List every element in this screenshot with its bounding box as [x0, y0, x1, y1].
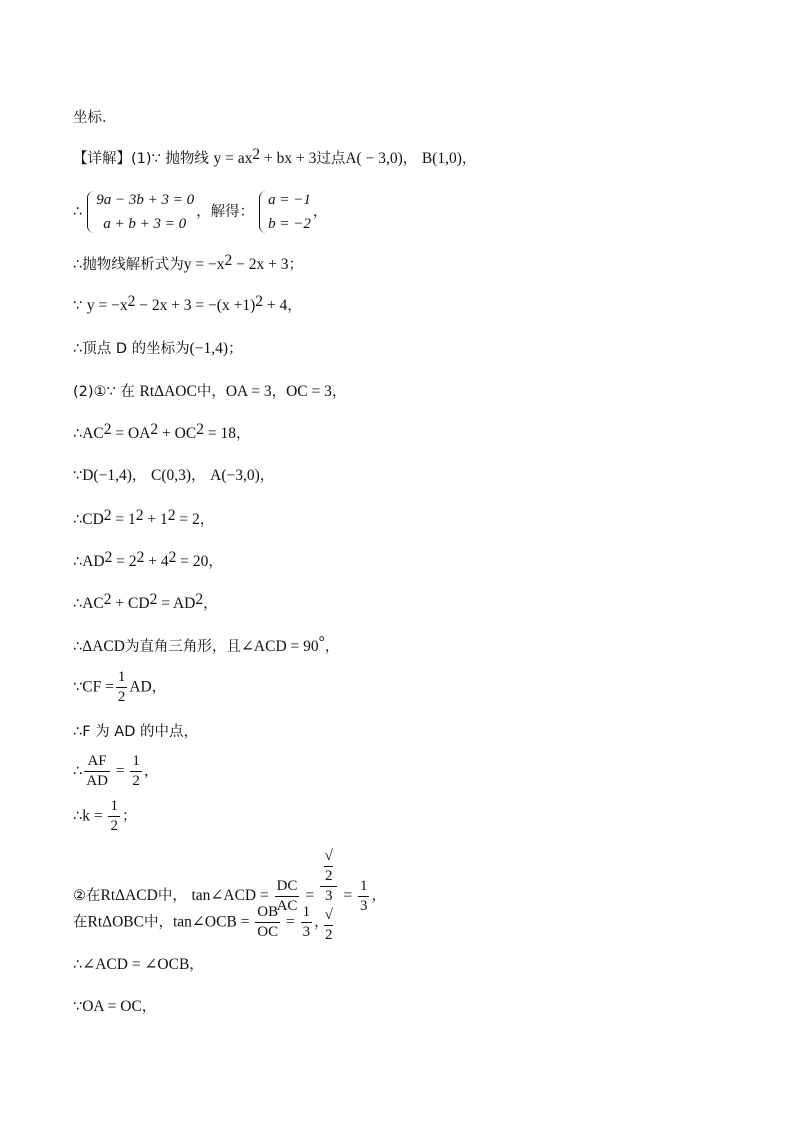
line-1: 坐标．: [73, 110, 117, 126]
line-17: ∴k = $\frac{1}{2}$ ；: [73, 798, 137, 834]
detail-label: 【详解】: [73, 151, 131, 167]
fraction-one-third: $\frac{1}{3}$: [359, 877, 368, 914]
fraction-one-half: $\frac{1}{2}$: [110, 798, 118, 834]
fraction-sqrt: √ 2 3 √ 2: [320, 847, 338, 945]
line-4: ∴抛物线解析式为$y = -x^2 - 2x + 3$；: [73, 252, 303, 273]
line-19: 在RtΔOBC中，tan∠OCB = $\frac{OB}{OC}$ = $\frac{1}{3}$ ，: [73, 904, 329, 940]
line-7: (2)①∵ 在 RtΔAOC中，OA = 3，OC = 3，: [73, 383, 347, 400]
line-3: ∴ 9a − 3b + 3 = 0 a + b + 3 = 0 ，解得： a = −1 b = −2 ，: [73, 188, 327, 236]
fraction-one-half: $\frac{1}{2}$: [132, 753, 140, 789]
line-16: ∴ $\frac{AF}{AD}$ = $\frac{1}{2}$ ，: [73, 753, 159, 789]
line-14: ∵CF = $\frac{1}{2}$ AD，: [73, 669, 167, 705]
solution-system: a = −1 b = −2: [256, 188, 311, 236]
line-18: ②在RtΔACD中， tan∠ACD = $\frac{DC}{AC}$ = √ 2 3 √ 2 = $\frac{1}{3}$ ，: [73, 848, 386, 943]
line-20: ∴∠ACD = ∠OCB，: [73, 956, 204, 973]
line-21: ∵OA = OC，: [73, 998, 157, 1015]
line-5: ∵ $y = -x^2 - 2x + 3 = -(x +1)^2 + 4$，: [73, 293, 302, 314]
fraction-ob-oc: $\frac{OB}{OC}$: [257, 904, 279, 940]
fraction-one-third: $\frac{1}{3}$: [302, 904, 311, 940]
line-8: $\therefore AC^2 = OA^2 + OC^2 = 18$，: [73, 421, 251, 442]
line-2: 【详解】(1)∵ 抛物线 $y = ax^2$ + bx + 3过点A( − 3,0)， B(1,0)，: [73, 146, 477, 167]
fraction-af-ad: $\frac{AF}{AD}$: [86, 753, 108, 789]
fraction-one-half: $\frac{1}{2}$: [117, 669, 126, 705]
line-9: ∵D(−1,4)， C(0,3)， A(−3,0)，: [73, 467, 275, 484]
fraction-dc-ac: $\frac{DC}{AC}$: [276, 877, 298, 914]
line-13: ∴ΔACD为直角三角形，且∠ACD = 90°，: [73, 634, 340, 655]
line-15: ∴F 为 AD 的中点，: [73, 724, 198, 740]
line-11: $\therefore AD^2 = 2^2 + 4^2 = 20$，: [73, 549, 223, 570]
line-6: ∴顶点 D 的坐标为(−1,4)；: [73, 340, 243, 357]
equation-system: 9a − 3b + 3 = 0 a + b + 3 = 0: [84, 188, 194, 236]
line-10: $\therefore CD^2 = 1^2 + 1^2 = 2$，: [73, 507, 215, 528]
line-12: $\therefore AC^2 + CD^2 = AD^2$，: [73, 591, 218, 612]
